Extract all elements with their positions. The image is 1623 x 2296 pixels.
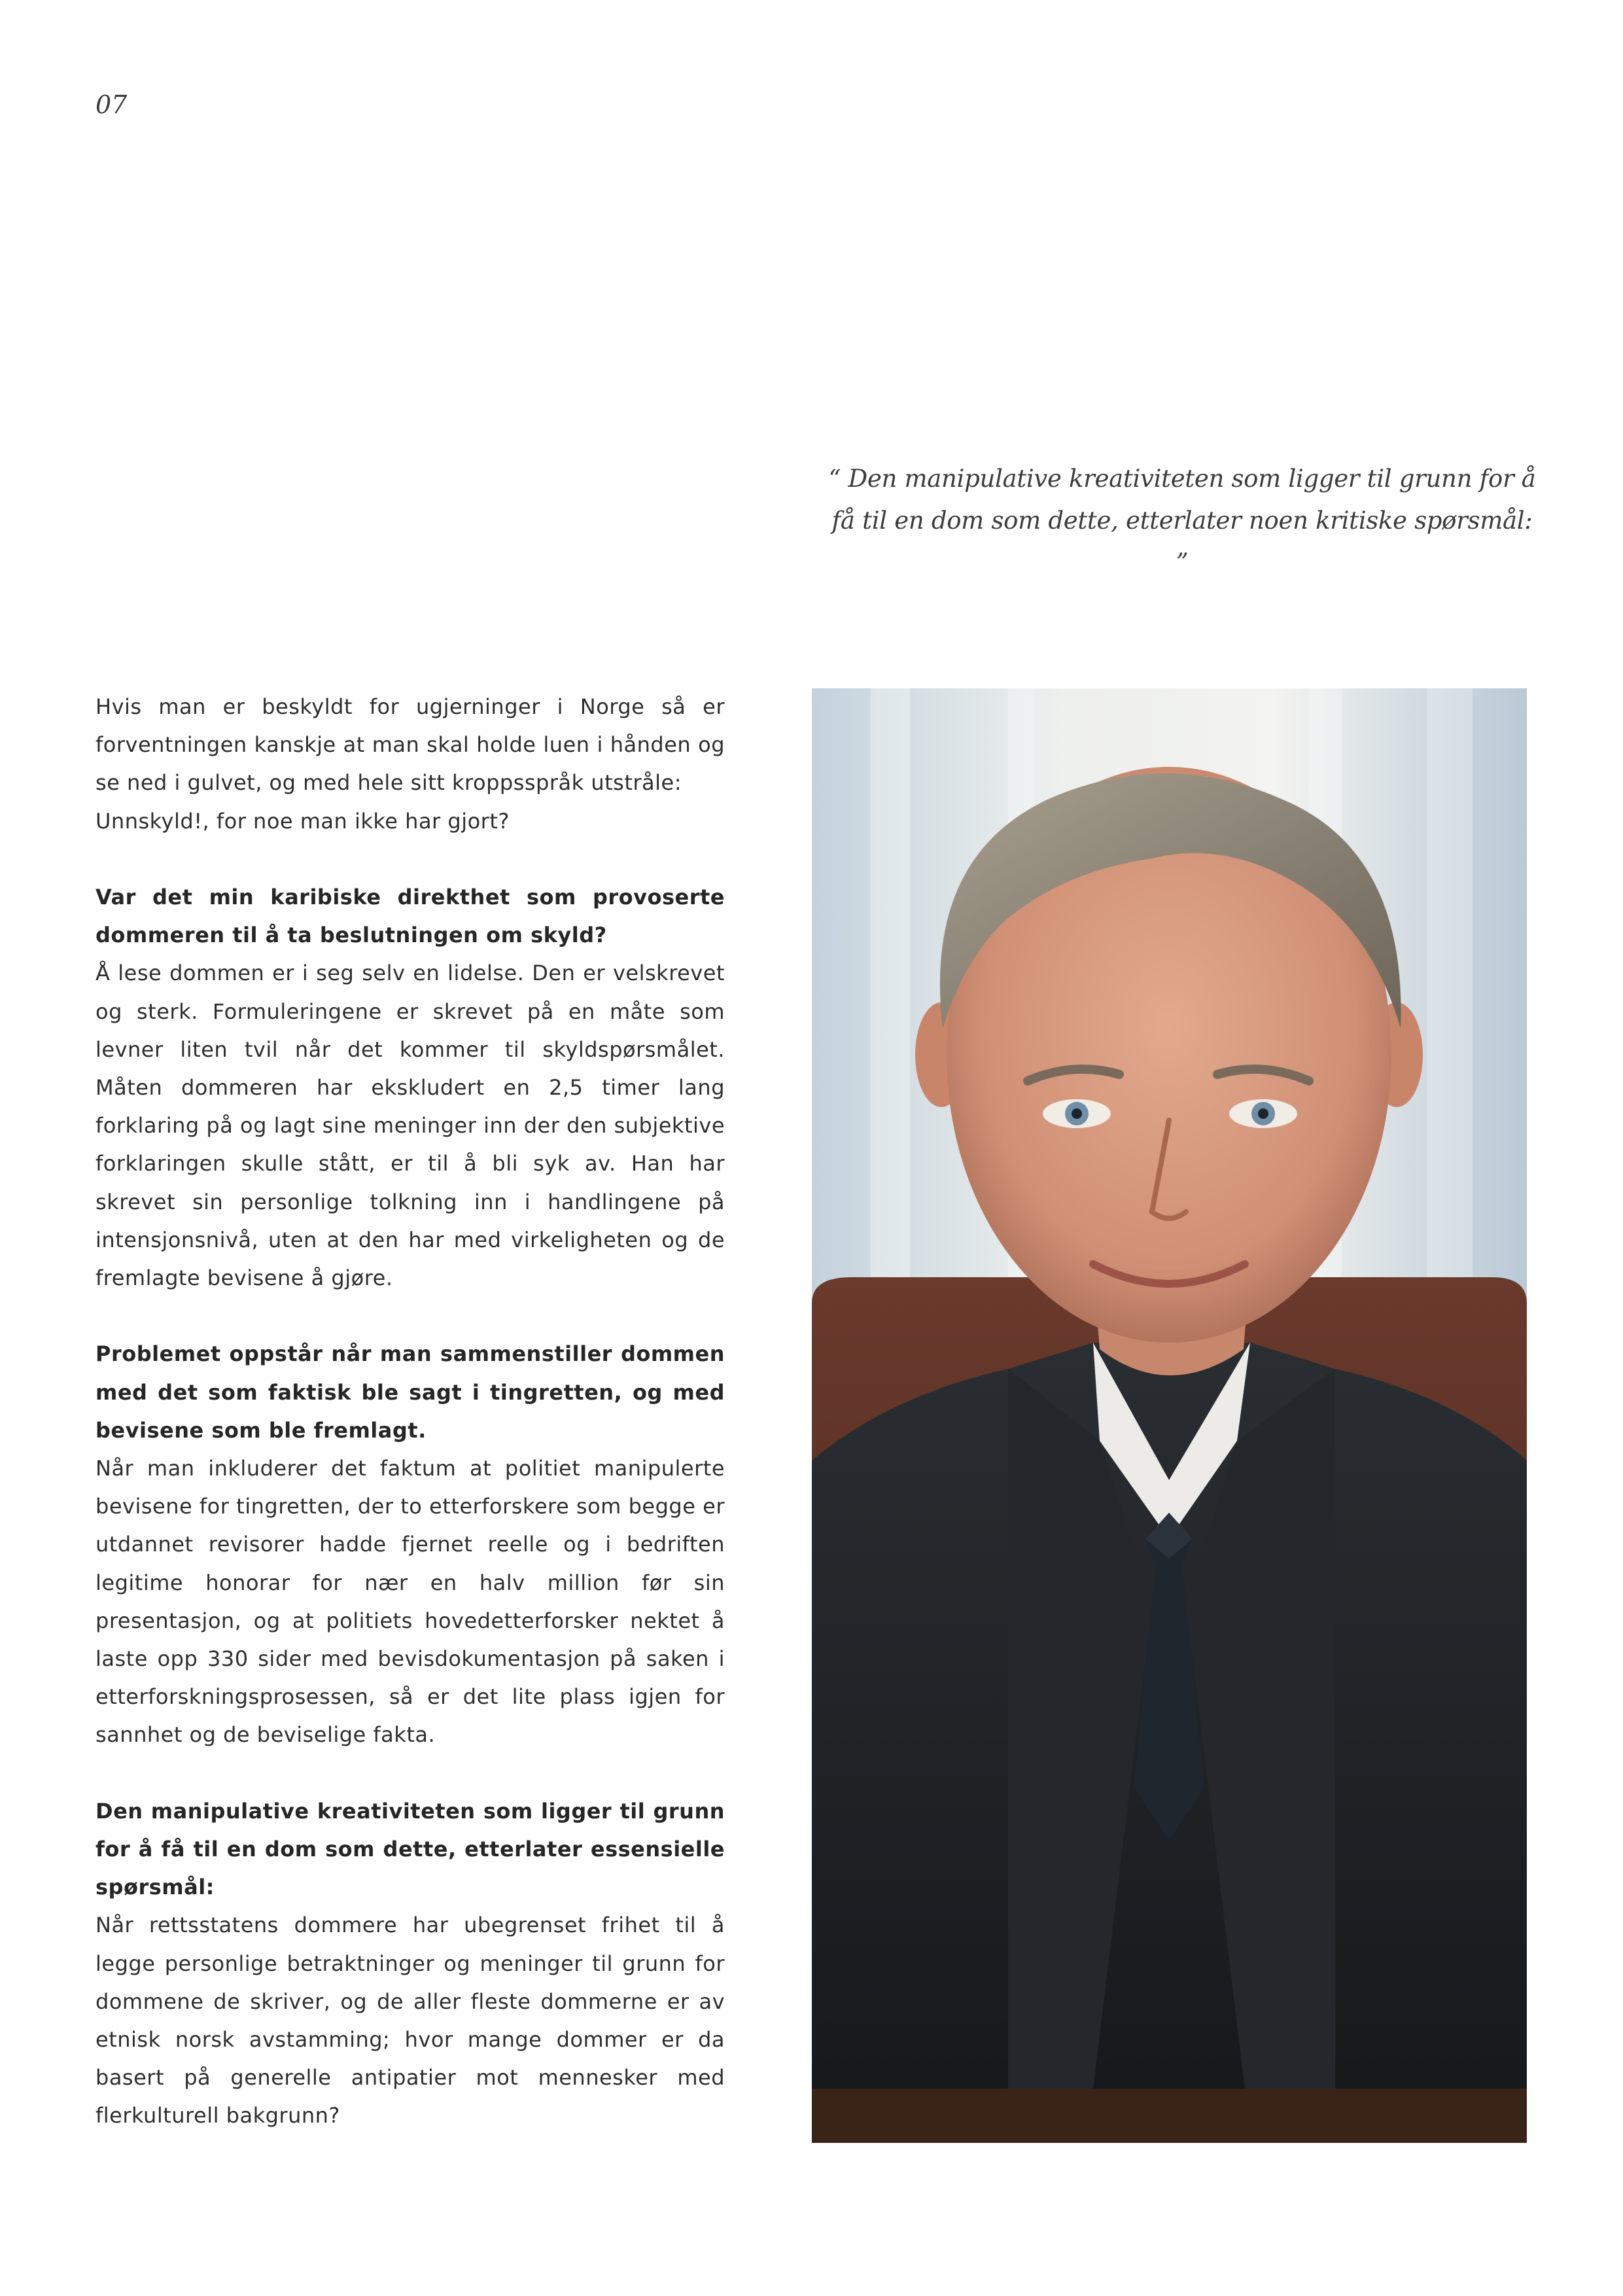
pull-quote: “ Den manipulative kreativiteten som ligger til grunn for å få til en dom som dette, etterlater noen kritiske spørsmål: ” [828,465,1536,576]
intro-paragraph: Hvis man er beskyldt for ugjerninger i Norge så er forventningen kanskje at man skal holde luen i hånden og se ned i gulvet, og med hele sitt kroppsspråk utstråle: [96,694,725,796]
page-number: 07 [96,90,128,119]
intro-question: Unnskyld!, for noe man ikke har gjort? [96,808,510,834]
section3-body: Når rettsstatens dommere har ubegrenset frihet til å legge personlige betraktninger og meninger til grunn for dommene de skriver, og de aller fleste dommerne er av etnisk norsk avstamming; hvor mange dommer er da basert på generelle antipatier mot mennesker med flerkulturell bakgrunn? [96,1913,725,2128]
section2-body: Når man inkluderer det faktum at politiet manipulerte bevisene for tingretten, der to etterforskere som begge er utdannet revisorer hadde fjernet reelle og i bedriften legitime honorar for nær en halv million før sin presentasjon, og at politiets hovedetterforsker nektet å laste opp 330 sider med bevisdokumentasjon på saken i etterforskningsprosessen, så er det lite plass igjen for sannhet og de beviselige fakta. [96,1456,725,1748]
section2-heading: Problemet oppstår når man sammenstiller dommen med det som faktisk ble sagt i tingretten, og med bevisene som ble fremlagt. [96,1341,725,1443]
judge-portrait-illustration [812,688,1527,2143]
section3-heading: Den manipulative kreativiteten som ligger til grunn for å få til en dom som dette, etterlater essensielle spørsmål: [96,1798,725,1900]
article-body [96,688,725,2135]
section1-heading: Var det min karibiske direkthet som provoserte dommeren til å ta beslutningen om skyld? [96,885,725,948]
judge-portrait-image [812,688,1527,2143]
section1-body: Å lese dommen er i seg selv en lidelse. Den er velskrevet og sterk. Formuleringene er skrevet på en måte som levner liten tvil når det kommer til skyldspørsmålet. Måten dommeren har ekskludert en 2,5 timer lang forklaring på og lagt sine meninger inn der den subjektive forklaringen skulle stått, er til å bli syk av. Han har skrevet sin personlige tolkning inn i handlingene på intensjonsnivå, uten at den har med virkeligheten og de fremlagte bevisene å gjøre. [96,961,725,1291]
